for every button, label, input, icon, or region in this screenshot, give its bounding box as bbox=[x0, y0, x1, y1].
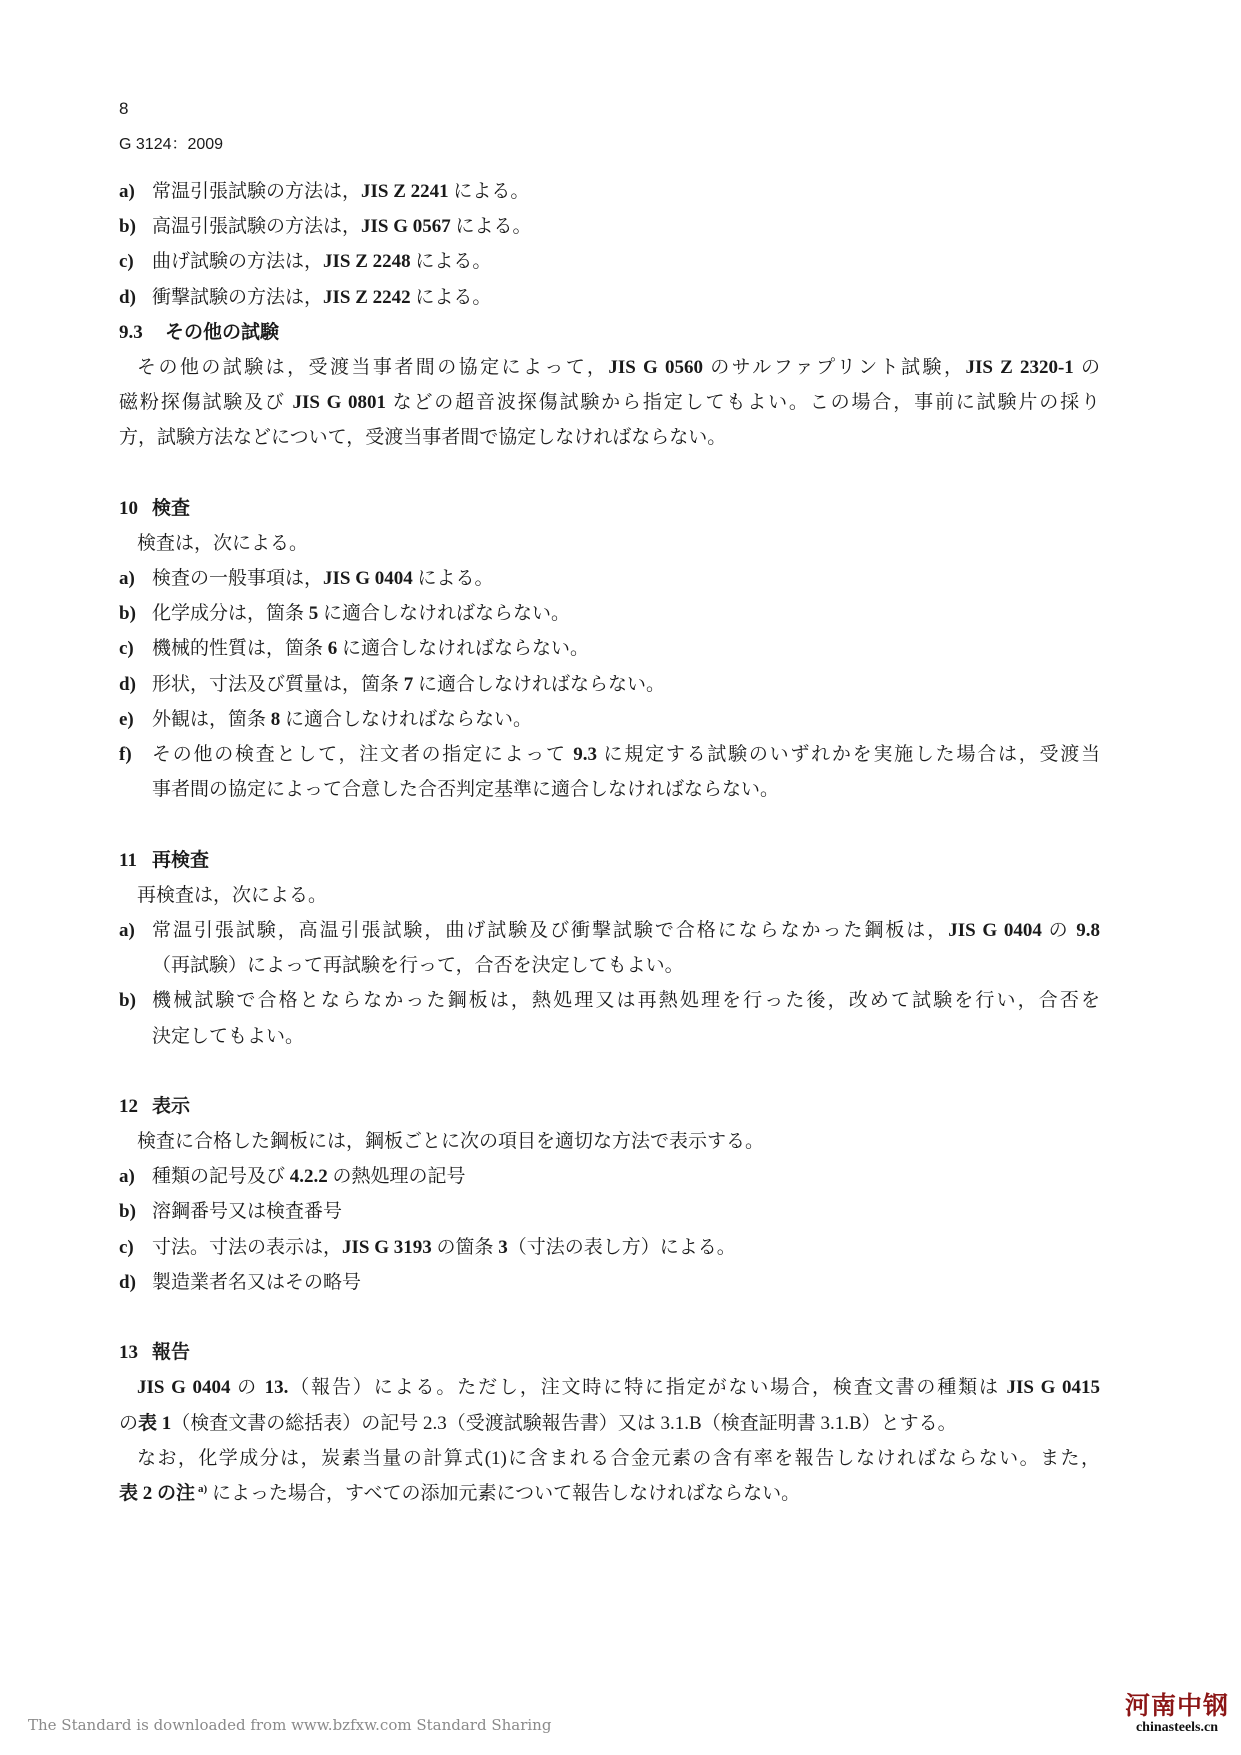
jis-reference: JIS G 0415 bbox=[1006, 1377, 1100, 1399]
text-run: 種類の記号及び bbox=[152, 1166, 290, 1188]
item-label: d) bbox=[119, 673, 136, 695]
standard-code: G 3124：2009 bbox=[119, 136, 224, 153]
clause-reference: 9.8 bbox=[1076, 919, 1100, 941]
clause-reference: 9.3 bbox=[573, 744, 598, 765]
text-run: （寸法の表し方）による。 bbox=[507, 1236, 736, 1258]
item-label: a) bbox=[119, 181, 135, 202]
text-run: 機械試験で合格とならなかった鋼板は，熱処理又は再熱処理を行った後，改めて試験を行い，合否を bbox=[152, 990, 1100, 1012]
text-run: 溶鋼番号又は検査番号 bbox=[152, 1201, 343, 1223]
item-label: a) bbox=[119, 919, 135, 941]
logo-domain: chinasteels.cn bbox=[1135, 1720, 1219, 1735]
text-run: による。 bbox=[450, 216, 532, 238]
section-number: 11 bbox=[119, 849, 137, 871]
paragraph-line bbox=[119, 526, 1100, 561]
clause-reference: 5 bbox=[308, 603, 319, 625]
document-body bbox=[119, 174, 1100, 1511]
blank-line bbox=[119, 1054, 1100, 1089]
item-label: b) bbox=[119, 216, 136, 238]
text-run: その他の試験は，受渡当事者間の協定によって， bbox=[137, 356, 609, 378]
list-item bbox=[119, 174, 1100, 209]
text-run: 製造業者名又はその略号 bbox=[152, 1271, 362, 1293]
list-item bbox=[119, 913, 1100, 948]
list-item bbox=[119, 1194, 1100, 1229]
text-run: 寸法。寸法の表示は， bbox=[152, 1236, 343, 1258]
item-label: b) bbox=[119, 603, 136, 625]
section-title: 再検査 bbox=[152, 848, 210, 871]
text-run: 外観は，箇条 bbox=[152, 708, 271, 730]
text-run: の bbox=[119, 1412, 139, 1434]
table-reference: 表 1 bbox=[138, 1412, 172, 1434]
paragraph-line bbox=[119, 1124, 1100, 1159]
section-title: その他の試験 bbox=[165, 320, 280, 343]
item-label: b) bbox=[119, 990, 136, 1012]
list-item bbox=[119, 737, 1100, 772]
download-footer-note: The Standard is downloaded from www.bzfxw.com Standard Sharing bbox=[28, 1716, 552, 1734]
jis-reference: JIS G 0404 bbox=[323, 568, 413, 590]
jis-reference: JIS G 0404 bbox=[137, 1377, 231, 1399]
text-run: 検査は，次による。 bbox=[137, 532, 309, 554]
paragraph-line bbox=[119, 878, 1100, 913]
section-number: 9.3 bbox=[119, 321, 143, 343]
text-run: 機械的性質は，箇条 bbox=[152, 638, 328, 660]
item-label: a) bbox=[119, 568, 135, 590]
list-item bbox=[119, 561, 1100, 596]
text-run: による。 bbox=[410, 251, 492, 273]
text-run: （再試験）によって再試験を行って，合否を決定してもよい。 bbox=[152, 955, 684, 977]
text-run: 再検査は，次による。 bbox=[137, 884, 328, 906]
paragraph-line bbox=[119, 350, 1100, 385]
paragraph-line bbox=[119, 1441, 1100, 1476]
jis-reference: JIS G 0560 bbox=[608, 356, 704, 378]
list-item bbox=[119, 1230, 1100, 1265]
blank-line bbox=[119, 1300, 1100, 1335]
jis-reference: JIS Z 2320-1 bbox=[965, 356, 1074, 378]
item-label: d) bbox=[119, 286, 136, 308]
item-label: a) bbox=[119, 1166, 135, 1188]
text-run: 化学成分は，箇条 bbox=[152, 603, 309, 625]
list-item bbox=[119, 1159, 1100, 1194]
clause-reference: 6 bbox=[327, 638, 338, 660]
section-heading bbox=[119, 843, 1100, 878]
text-run: によった場合，すべての添加元素について報告しなければならない。 bbox=[207, 1482, 801, 1504]
section-number: 12 bbox=[119, 1095, 138, 1117]
note-marker: a) bbox=[198, 1482, 208, 1495]
list-item bbox=[119, 244, 1100, 279]
blank-line bbox=[119, 456, 1100, 491]
section-number: 13 bbox=[119, 1342, 138, 1364]
clause-reference: 13. bbox=[264, 1377, 289, 1399]
section-title: 報告 bbox=[152, 1341, 191, 1364]
paragraph-line bbox=[119, 420, 1100, 455]
list-item bbox=[119, 983, 1100, 1018]
text-run: 方，試験方法などについて，受渡当事者間で協定しなければならない。 bbox=[119, 427, 727, 449]
list-item-continuation bbox=[119, 948, 1100, 983]
section-heading bbox=[119, 1089, 1100, 1124]
jis-reference: JIS Z 2248 bbox=[323, 251, 411, 273]
item-label: c) bbox=[119, 638, 134, 660]
list-item bbox=[119, 209, 1100, 244]
text-run: による。 bbox=[410, 286, 492, 308]
section-heading bbox=[119, 315, 1100, 350]
text-run: 事者間の協定によって合意した合否判定基準に適合しなければならない。 bbox=[152, 779, 780, 801]
item-label: d) bbox=[119, 1271, 136, 1293]
paragraph-line bbox=[119, 385, 1100, 420]
text-run: などの超音波探傷試験から指定してもよい。この場合，事前に試験片の採り bbox=[385, 392, 1100, 414]
text-run: 曲げ試験の方法は， bbox=[152, 251, 324, 273]
jis-reference: JIS Z 2242 bbox=[323, 286, 411, 308]
text-run: 磁粉探傷試験及び bbox=[119, 392, 293, 414]
table-note-reference: 表 2 の注 bbox=[119, 1482, 196, 1504]
section-title: 表示 bbox=[152, 1094, 191, 1117]
text-run: による。 bbox=[412, 568, 494, 590]
item-label: c) bbox=[119, 251, 134, 273]
item-label: e) bbox=[119, 708, 134, 730]
text-run: 常温引張試験，高温引張試験，曲げ試験及び衝撃試験で合格にならなかった鋼板は， bbox=[152, 919, 949, 941]
watermark-logo bbox=[1125, 1692, 1229, 1736]
list-item bbox=[119, 596, 1100, 631]
text-run: の bbox=[1041, 919, 1077, 941]
list-item bbox=[119, 631, 1100, 666]
text-run: 高温引張試験の方法は， bbox=[152, 216, 362, 238]
logo-name: 河南中钢 bbox=[1124, 1691, 1229, 1720]
text-run: 衝撃試験の方法は， bbox=[152, 286, 324, 308]
clause-reference: 4.2.2 bbox=[289, 1166, 328, 1188]
text-run: による。 bbox=[448, 181, 530, 202]
paragraph-line bbox=[119, 1476, 1100, 1511]
text-run: （検査文書の総括表）の記号 2.3（受渡試験報告書）又は 3.1.B（検査証明書 3.1.B）とする。 bbox=[171, 1412, 957, 1434]
text-run: の bbox=[230, 1377, 265, 1399]
text-run: に規定する試験のいずれかを実施した場合は，受渡当 bbox=[597, 744, 1100, 765]
jis-reference: JIS G 0404 bbox=[948, 919, 1042, 941]
text-run: の熱処理の記号 bbox=[327, 1166, 466, 1188]
text-run: （報告）による。ただし，注文時に特に指定がない場合，検査文書の種類は bbox=[288, 1377, 1007, 1399]
paragraph-line bbox=[119, 1370, 1100, 1405]
item-label: b) bbox=[119, 1201, 136, 1223]
section-heading bbox=[119, 491, 1100, 526]
jis-reference: JIS Z 2241 bbox=[361, 181, 449, 202]
jis-reference: JIS G 3193 bbox=[342, 1236, 432, 1258]
item-label: f) bbox=[119, 744, 132, 765]
list-item bbox=[119, 280, 1100, 315]
text-run: の箇条 bbox=[431, 1236, 499, 1258]
text-run: 検査に合格した鋼板には，鋼板ごとに次の項目を適切な方法で表示する。 bbox=[137, 1131, 765, 1153]
text-run: に適合しなければならない。 bbox=[280, 708, 533, 730]
text-run: なお，化学成分は，炭素当量の計算式(1)に含まれる合金元素の含有率を報告しなければならない。また， bbox=[137, 1447, 1100, 1469]
text-run: 検査の一般事項は， bbox=[152, 568, 324, 590]
jis-reference: JIS G 0567 bbox=[361, 216, 451, 238]
section-title: 検査 bbox=[152, 496, 191, 519]
item-label: c) bbox=[119, 1236, 134, 1258]
list-item bbox=[119, 702, 1100, 737]
text-run: 決定してもよい。 bbox=[152, 1025, 305, 1047]
text-run: 形状，寸法及び質量は，箇条 bbox=[152, 673, 404, 695]
section-heading bbox=[119, 1335, 1100, 1370]
clause-reference: 8 bbox=[270, 708, 281, 730]
section-number: 10 bbox=[119, 497, 138, 519]
text-run: に適合しなければならない。 bbox=[337, 638, 590, 660]
page-number: 8 bbox=[119, 99, 129, 118]
text-run: の bbox=[1073, 356, 1100, 378]
jis-reference: JIS G 0801 bbox=[292, 392, 386, 414]
clause-reference: 3 bbox=[498, 1236, 508, 1258]
paragraph-line bbox=[119, 1406, 1100, 1441]
list-item bbox=[119, 667, 1100, 702]
text-run: のサルファプリント試験， bbox=[703, 356, 966, 378]
list-item bbox=[119, 1265, 1100, 1300]
text-run: に適合しなければならない。 bbox=[318, 603, 571, 625]
text-run: 常温引張試験の方法は， bbox=[152, 181, 362, 202]
list-item-continuation bbox=[119, 772, 1100, 807]
blank-line bbox=[119, 807, 1100, 842]
clause-reference: 7 bbox=[403, 673, 414, 695]
text-run: に適合しなければならない。 bbox=[413, 673, 666, 695]
list-item-continuation bbox=[119, 1019, 1100, 1054]
text-run: その他の検査として，注文者の指定によって bbox=[152, 744, 574, 765]
